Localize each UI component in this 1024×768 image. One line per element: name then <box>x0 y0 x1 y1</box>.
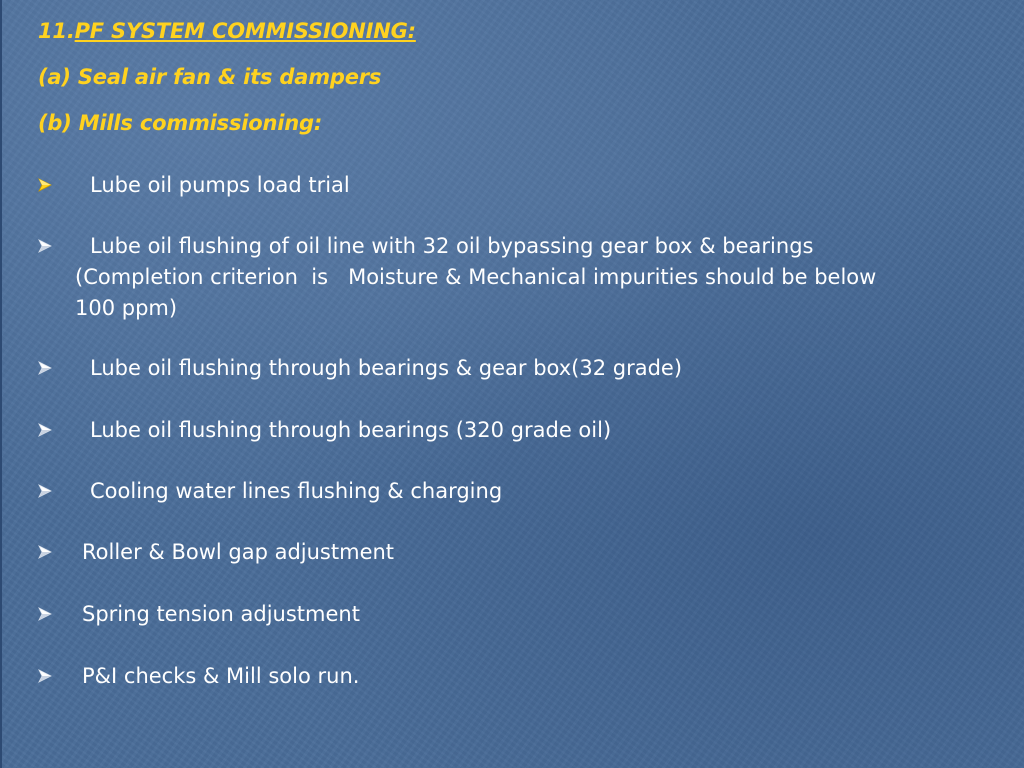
bullet-text: Lube oil flushing of oil line with 32 oil bypassing gear box & bearings <box>90 234 814 258</box>
arrow-bullet-icon <box>38 415 60 437</box>
arrow-bullet-icon <box>38 476 60 498</box>
bullet-text: Cooling water lines flushing & charging <box>90 479 503 503</box>
arrow-bullet-icon <box>38 353 60 375</box>
subheading-seal-air-fan: (a) Seal air fan & its dampers <box>38 65 382 89</box>
title-text: PF SYSTEM COMMISSIONING: <box>74 19 416 43</box>
slide-edge-line <box>0 0 2 768</box>
subheading-mills-commissioning: (b) Mills commissioning: <box>38 111 323 135</box>
bullet-text: Lube oil pumps load trial <box>90 173 350 197</box>
bullet-text: P&I checks & Mill solo run. <box>82 664 360 688</box>
bullet-text: Lube oil flushing through bearings (320 grade oil) <box>90 418 612 442</box>
slide-title <box>38 19 416 43</box>
bullet-text: Lube oil flushing through bearings & gear box(32 grade) <box>90 356 683 380</box>
arrow-bullet-icon <box>38 170 60 192</box>
arrow-bullet-icon <box>38 599 60 621</box>
arrow-bullet-icon <box>38 661 60 683</box>
title-number: 11. <box>38 19 75 43</box>
bullet-continuation-line: (Completion criterion is Moisture & Mechanical impurities should be below <box>75 265 877 289</box>
bullet-text: Spring tension adjustment <box>82 602 360 626</box>
arrow-bullet-icon <box>38 231 60 253</box>
arrow-bullet-icon <box>38 537 60 559</box>
bullet-text: Roller & Bowl gap adjustment <box>82 540 395 564</box>
bullet-continuation-line: 100 ppm) <box>75 296 178 320</box>
